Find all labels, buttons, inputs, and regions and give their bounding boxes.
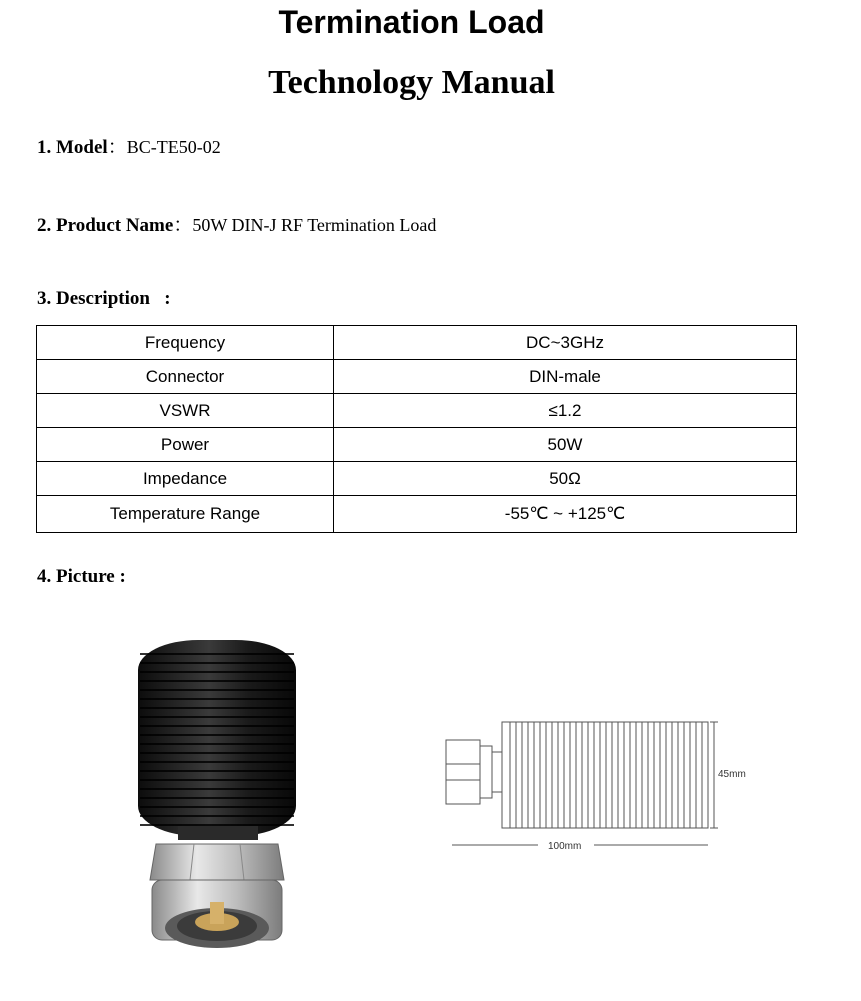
table-row — [37, 394, 797, 428]
section-product-name — [37, 210, 436, 237]
spec-key: VSWR — [37, 394, 334, 428]
section-separator: ： — [173, 215, 193, 236]
document-subtitle: Technology Manual — [268, 64, 555, 101]
spec-key: Impedance — [37, 462, 334, 496]
spec-value: 50W — [334, 428, 797, 462]
section-separator: : — [149, 288, 171, 309]
section-number: 2. — [37, 215, 52, 236]
table-row — [37, 326, 797, 360]
height-dimension-label: 45mm — [718, 769, 746, 780]
model-value: BC-TE50-02 — [126, 137, 221, 157]
spec-value: -55℃ ~ +125℃ — [334, 496, 797, 533]
dimension-drawing — [438, 712, 748, 857]
section-separator: ： — [107, 137, 127, 158]
hex-nut — [150, 844, 284, 880]
spec-key: Temperature Range — [37, 496, 334, 533]
section-picture — [37, 566, 126, 588]
table-row — [37, 496, 797, 533]
section-separator: : — [114, 566, 126, 587]
document-title: Termination Load — [278, 4, 545, 40]
section-label: Picture — [56, 566, 115, 587]
spec-value: 50Ω — [334, 462, 797, 496]
table-row — [37, 360, 797, 394]
section-description — [37, 288, 171, 310]
spec-key: Connector — [37, 360, 334, 394]
heatsink — [138, 640, 296, 836]
section-label: Model — [56, 137, 108, 158]
section-number: 3. — [37, 288, 52, 309]
spec-value: ≤1.2 — [334, 394, 797, 428]
spec-key: Power — [37, 428, 334, 462]
length-dimension-label: 100mm — [548, 841, 582, 852]
table-row — [37, 428, 797, 462]
table-row — [37, 462, 797, 496]
section-model — [37, 132, 221, 159]
spec-table — [36, 325, 797, 533]
product-photo — [132, 640, 302, 955]
section-number: 4. — [37, 566, 52, 587]
product-name-value: 50W DIN-J RF Termination Load — [192, 215, 437, 235]
section-number: 1. — [37, 137, 52, 158]
section-label: Description — [56, 288, 150, 309]
section-label: Product Name — [56, 215, 174, 236]
spec-value: DIN-male — [334, 360, 797, 394]
spec-value: DC~3GHz — [334, 326, 797, 360]
spec-key: Frequency — [37, 326, 334, 360]
